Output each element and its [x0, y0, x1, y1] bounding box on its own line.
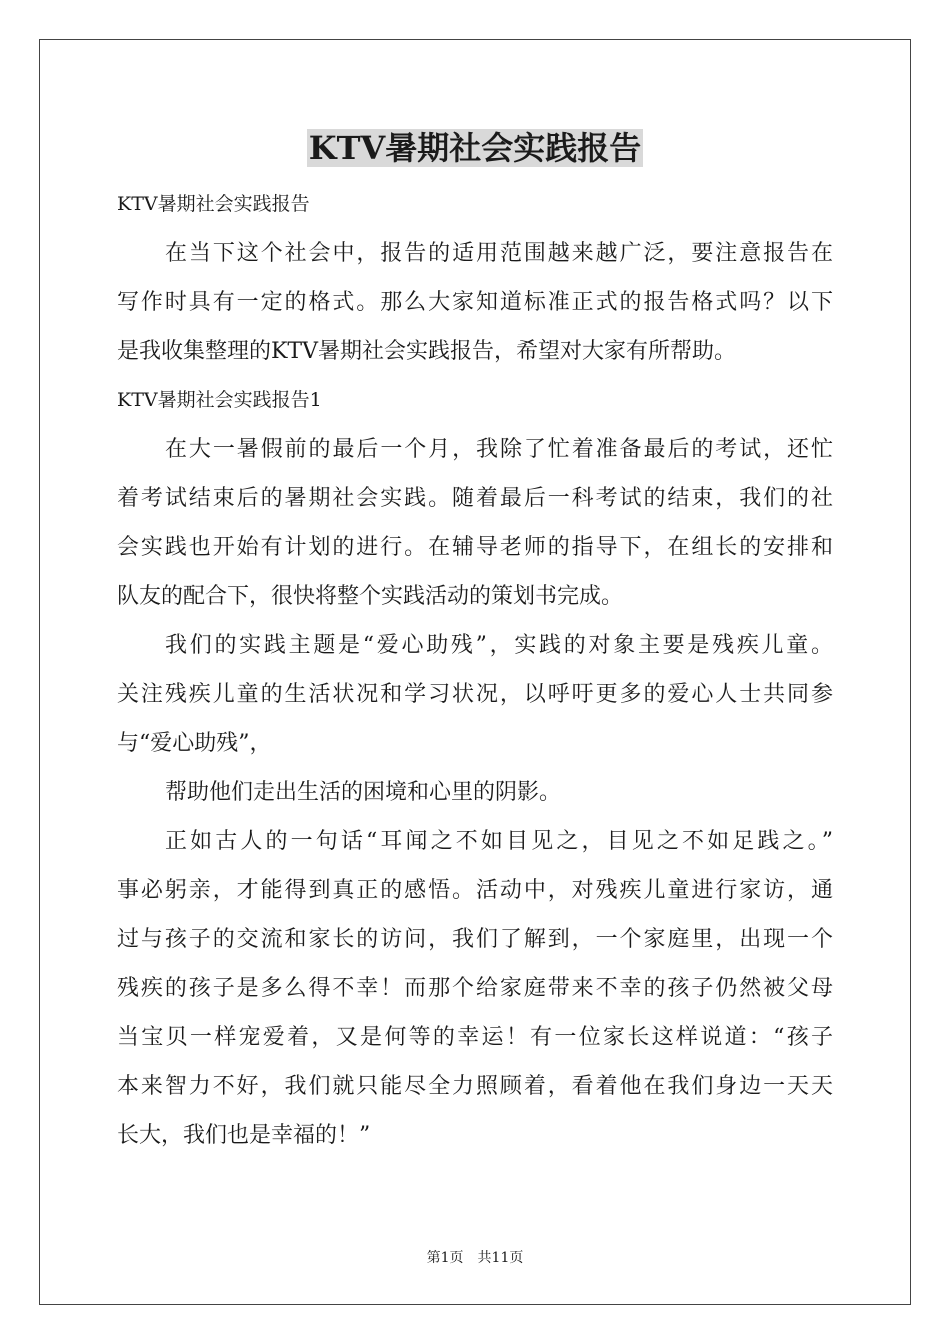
text-line: 与“爱心助残”，	[117, 731, 272, 756]
text-line: 长大，我们也是幸福的！”	[117, 1123, 371, 1148]
text-line: KTV暑期社会实践报告1	[117, 389, 322, 411]
text-line: 过与孩子的交流和家长的访问，我们了解到，一个家庭里，出现一个	[117, 927, 833, 952]
text-line: 我们的实践主题是“爱心助残”，实践的对象主要是残疾儿童。	[165, 633, 833, 658]
text-line: 本来智力不好，我们就只能尽全力照顾着，看着他在我们身边一天天	[117, 1074, 833, 1099]
document-title	[0, 126, 950, 170]
text-line: 关注残疾儿童的生活状况和学习状况，以呼吁更多的爱心人士共同参	[117, 682, 833, 707]
text-line: 队友的配合下，很快将整个实践活动的策划书完成。	[117, 584, 624, 609]
page-number: 第1页	[426, 1250, 464, 1266]
text-line: 着考试结束后的暑期社会实践。随着最后一科考试的结束，我们的社	[117, 486, 833, 511]
text-line: 在大一暑假前的最后一个月，我除了忙着准备最后的考试，还忙	[165, 437, 833, 462]
page-footer	[0, 1248, 950, 1268]
text-line: 在当下这个社会中，报告的适用范围越来越广泛，要注意报告在	[165, 241, 833, 266]
document-title-text: KTV暑期社会实践报告	[308, 129, 642, 167]
text-line: 残疾的孩子是多么得不幸！而那个给家庭带来不幸的孩子仍然被父母	[117, 976, 833, 1001]
text-line: 当宝贝一样宠爱着，又是何等的幸运！有一位家长这样说道：“孩子	[117, 1025, 833, 1050]
text-line: 事必躬亲，才能得到真正的感悟。活动中，对残疾儿童进行家访，通	[117, 878, 833, 903]
text-line: KTV暑期社会实践报告	[117, 193, 310, 215]
text-line: 写作时具有一定的格式。那么大家知道标准正式的报告格式吗？以下	[117, 290, 833, 315]
text-line: 正如古人的一句话“耳闻之不如目见之，目见之不如足践之。”	[165, 829, 833, 854]
text-line: 会实践也开始有计划的进行。在辅导老师的指导下，在组长的安排和	[117, 535, 833, 560]
text-line: 帮助他们走出生活的困境和心里的阴影。	[165, 780, 562, 805]
page-total: 共11页	[477, 1250, 524, 1266]
document-body	[117, 180, 833, 1160]
text-line: 是我收集整理的KTV暑期社会实践报告，希望对大家有所帮助。	[117, 339, 736, 364]
